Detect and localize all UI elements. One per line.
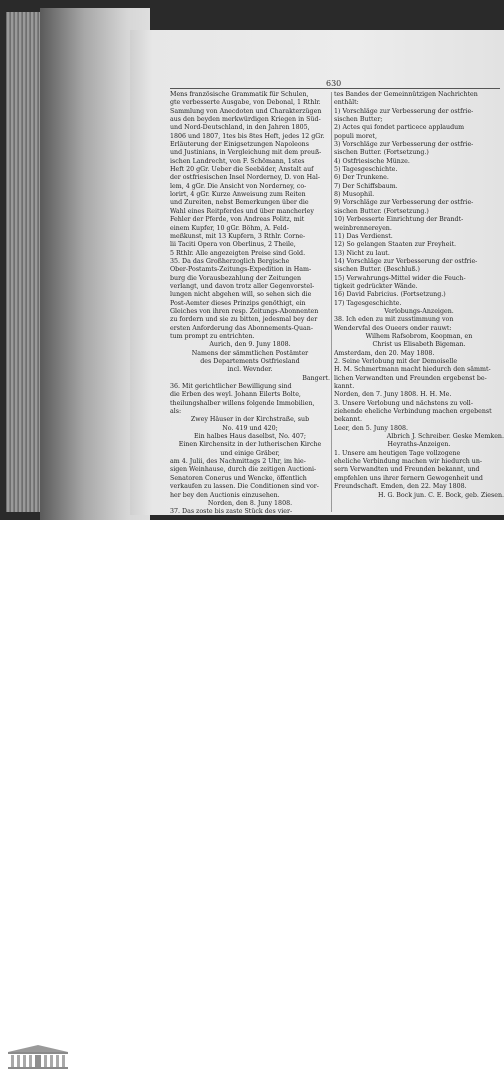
text-line: empfehlen uns ihrer fernern Gewogenheit und (334, 474, 483, 482)
text-line: Christ us Elisabeth Bigeman. (372, 341, 466, 349)
text-line: Ober-Postamts-Zeitungs-Expedition in Ham- (170, 266, 312, 274)
text-line: ischen Landrecht, von F. Schömann, 1stes (170, 157, 305, 165)
dateline: Aurich, den 9. Juny 1808. (209, 341, 291, 349)
text-line: am 4. Julii, des Nachmittags 2 Uhr, im hie- (170, 458, 306, 466)
text-line: Senatoren Conerus und Wencke, öffentlich (170, 474, 307, 482)
text-line: lichen Verwandten und Freunden ergebenst be- (334, 374, 487, 382)
text-line: populi moret, (334, 132, 377, 140)
text-line: 37. Das zoste bis zaste Stück des vier- (170, 508, 293, 516)
text-line: 4) Ostfriesische Münze. (334, 157, 410, 165)
dateline: Amsterdam, den 20. May 1808. (334, 349, 435, 357)
text-line: 6) Der Trunkene. (334, 174, 389, 182)
text-line: tes Bandes der Gemeinnützigen Nachrichten (334, 91, 478, 98)
text-line: meßkunst, mit 13 Kupfern, 3 Rthlr. Corne- (170, 232, 306, 240)
text-line: Zwey Häuser in der Kirchstraße, sub (190, 416, 310, 424)
text-line: tum prompt zu entrichten. (170, 332, 255, 340)
text-line: ziehende eheliche Verbindung machen ergebenst (334, 408, 492, 416)
text-line: theilungshalber willens folgende Immobilien, (170, 399, 315, 407)
text-line: No. 419 und 420; (222, 424, 278, 432)
text-line: kannt. (334, 383, 355, 391)
text-line: Gleiches von ihren resp. Zeitungs-Abonnenten (170, 307, 319, 315)
text-line: Sammlung von Anecdoten und Charakterzügen (170, 107, 322, 115)
signature-line: des Departements Ostfriesland (200, 358, 300, 365)
text-line: Post-Aemter dieses Prinzips genöthigt, ein (170, 299, 306, 307)
signature-name: Bangert. (302, 374, 330, 382)
library-building-logo-icon (6, 1044, 70, 1070)
text-line: 13) Nicht zu laut. (334, 249, 390, 257)
column-divider (331, 92, 332, 512)
scanned-book-page (0, 0, 504, 520)
text-line: aus den beyden merkwürdigen Kriegen in Süd- (170, 116, 321, 124)
text-line: 2. Seine Verlobung mit der Demoiselle (334, 358, 458, 365)
text-line: Einen Kirchensitz in der lutherischen Kirche (178, 441, 322, 449)
text-line: her bey den Auctionis einzusehen. (170, 491, 280, 499)
text-line: einem Kupfer, 10 gGr. Böhm, A. Feld- (170, 224, 289, 232)
left-column (170, 91, 330, 517)
header-rule (170, 88, 500, 89)
text-line: 2) Actes qui fondet particece applaudum (334, 124, 465, 132)
text-line: 5 Rthlr. Alle angezeigten Preise sind Gold. (170, 249, 306, 257)
text-line: tigkeit gedrückter Wände. (334, 282, 418, 290)
text-line: 5) Tagesgeschichte. (334, 166, 398, 174)
text-line: Erläuterung der Einigsetzungen Napoleons (170, 141, 309, 149)
text-line: Wendervfal des Oueers onder rauwt: (334, 324, 452, 332)
text-line: 8) Musophil. (334, 191, 375, 199)
text-line: 3) Vorschläge zur Verbesserung der ostfrie- (334, 141, 474, 149)
footer-bar (0, 520, 504, 552)
text-line: Wahl eines Reitpferdes und über mancherley (170, 207, 314, 215)
text-line: zu fordern und sie zu bitten, jedesmal bey der (170, 316, 318, 324)
text-line: 9) Vorschläge zur Verbesserung der ostfrie- (334, 199, 474, 207)
text-line: enthält: (334, 99, 359, 107)
text-line: H. M. Schmertmann macht hiedurch den sämmt- (334, 366, 491, 374)
text-line: bekannt. (334, 416, 362, 424)
text-line: Heft 20 gGr. Ueber die Seebäder, Anstalt auf (170, 166, 314, 174)
text-line: weinbrennereyen. (334, 224, 392, 232)
text-line: verkaufen zu lassen. Die Conditionen sind vor- (170, 483, 319, 491)
signature-line: incl. Wevnder. (227, 366, 273, 374)
text-line: 11) Das Verdienst. (334, 232, 393, 240)
text-line: 10) Verbesserte Einrichtung der Brandt- (334, 216, 464, 224)
text-line: der ostfriesischen Insel Norderney, D. von Hal- (170, 174, 320, 182)
section-heading: Heyraths-Anzeigen. (387, 441, 451, 449)
signature-line: H. G. Bock jun. C. E. Bock, geb. Ziesen. (377, 491, 504, 499)
text-line: Ein halbes Haus daselbst, No. 407; (194, 433, 306, 441)
text-line: Freundschaft. Emden, den 22. May 1808. (334, 483, 467, 491)
text-line: Fehler der Pferde, von Andreas Politz, mit (170, 216, 305, 224)
text-line: die Erben des weyl. Johann Eilerts Bolte, (170, 391, 301, 399)
text-line: ersten Anforderung das Abonnements-Quan- (170, 324, 313, 332)
text-line: und Justinians, in Vergleichung mit dem preuß- (170, 149, 322, 157)
signature-line: Albrich J. Schreiber. Geske Memken. (386, 433, 504, 441)
text-line: 3. Unsere Verlobung und nächstens zu voll- (334, 399, 473, 407)
text-line: und einige Gräber, (220, 449, 280, 457)
text-line: sischen Butter; (334, 116, 383, 124)
text-line: 1) Vorschläge zur Verbesserung der ostfrie- (334, 107, 474, 115)
text-line: 7) Der Schiffsbaum. (334, 182, 398, 190)
text-line: sigen Weinhause, durch die zeitigen Auctioni- (170, 466, 317, 474)
text-line: eheliche Verbindung machen wir hiedurch un- (334, 458, 483, 466)
page-number: 630 (326, 79, 342, 88)
text-line: lii Taciti Opera von Oberlinus, 2 Theile, (170, 241, 296, 249)
text-line: als: (170, 408, 182, 416)
text-line: 1. Unsere am heutigen Tage vollzogene (334, 449, 461, 457)
text-line: Wilhem Rafsobrom, Koopman, en (365, 332, 473, 340)
text-line: lem, 4 gGr. Die Ansicht von Norderney, co- (170, 182, 307, 190)
text-line: 36. Mit gerichtlicher Bewilligung sind (170, 383, 292, 391)
text-line: 17) Tagesgeschichte. (334, 299, 402, 307)
text-line: 38. Ich eden zu mit zusstimmung von (334, 316, 454, 324)
text-line: und Zureiten, nebst Bemerkungen über die (170, 199, 309, 207)
text-line: lorirt, 4 gGr. Kurze Anweisung zum Reiten (170, 191, 306, 199)
text-line: gte verbesserte Ausgabe, von Debonal, 1 Rthlr. (170, 99, 321, 107)
section-heading: Verlobungs-Anzeigen. (384, 307, 454, 315)
text-line: 1806 und 1807, 1tes bis 8tes Heft, jedes 12 gGr. (170, 132, 325, 140)
dateline: Norden, den 8. Juny 1808. (207, 499, 293, 507)
dateline: Leer, den 5. Juny 1808. (334, 424, 409, 432)
text-line: verlangt, und davon trotz aller Gegenvorstel- (170, 282, 315, 290)
signature-line: Namens der sämmtlichen Postämter (191, 349, 309, 357)
dateline: Norden, den 7. Juny 1808. H. H. Me. (334, 391, 452, 399)
text-line: 14) Vorschläge zur Verbesserung der ostfrie- (334, 257, 478, 265)
text-line: burg die Vorausbezahlung der Zeitungen (170, 274, 302, 282)
text-line: sern Verwandten und Freunden bekannt, und (334, 466, 480, 474)
text-line: sischen Butter. (Fortsetzung.) (334, 207, 429, 215)
text-line: und Nord-Deutschland, in den Jahren 1805, (170, 124, 310, 132)
text-line: sischen Butter. (Fortsetzung.) (334, 149, 429, 157)
right-column (334, 91, 504, 500)
text-line: 16) David Fabricius. (Fortsetzung.) (334, 291, 446, 299)
text-line: sischen Butter. (Beschluß.) (334, 266, 420, 274)
text-line: lungen nicht abgehen will, so sehen sich die (170, 291, 312, 299)
text-line: 12) So gelangen Staaten zur Freyheit. (334, 241, 457, 249)
text-line: 35. Da das Großherzoglich Bergische (170, 257, 290, 265)
text-line: Mens französische Grammatik für Schulen, (170, 91, 309, 98)
text-line: 15) Verwahrungs-Mittel wider die Feuch- (334, 274, 466, 282)
